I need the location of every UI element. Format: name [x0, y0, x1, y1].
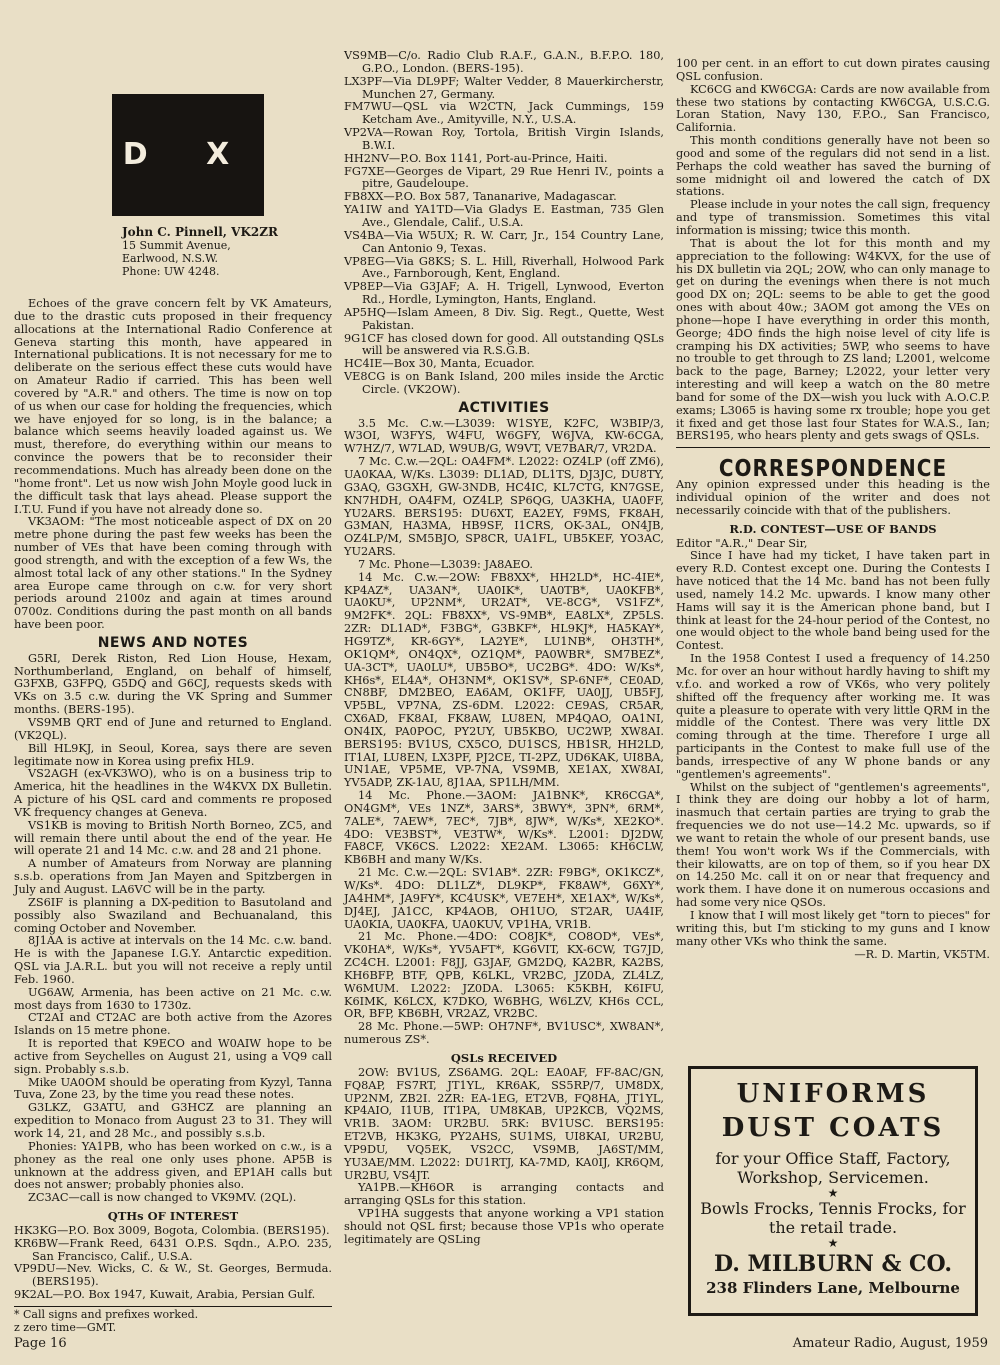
letter-paragraph: In the 1958 Contest I used a frequency of 14.250 Mc. for over an hour without hardly having to shift my v.f.o. and worked a row of VK6s, who very politely shifted off the frequency after working me. It was quite a pleasure to operate with very little QRM in the middle of the Contest. There was very little DX coming through at the time. Therefore I urge all participants in the Contest to make full use of the bands, irrespective of any W phone bands or any "gentlemen's agreements". [676, 652, 990, 781]
qth-entry: VS4BA—Via W5UX; R. W. Carr, Jr., 154 Country Lane, Can Antonio 9, Texas. [344, 228, 664, 255]
dx-title-block [112, 94, 264, 216]
qth-entry: HK3KG—P.O. Box 3009, Bogota, Colombia. (BERS195). [14, 1223, 330, 1237]
qth-entry: VP8EG—Via G8KS; S. L. Hill, Riverhall, Holwood Park Ave., Farnborough, Kent, England. [344, 254, 664, 281]
author-block [122, 226, 332, 278]
qth-entry: VS9MB—C/o. Radio Club R.A.F., G.A.N., B.F.P.O. 180, G.P.O., London. (BERS-195). [344, 49, 664, 75]
qth-entry: 9G1CF has closed down for good. All outstanding QSLs will be answered via R.S.G.B. [344, 331, 664, 358]
news-item: UG6AW, Armenia, has been active on 21 Mc. c.w. most days from 1630 to 1730z. [14, 985, 332, 1012]
intro-paragraph: Echoes of the grave concern felt by VK Amateurs, due to the drastic cuts proposed in their frequency allocations at the International Radio Conference at Geneva starting this month, have appeared in International publications. It is not necessary for me to deliberate on the serious effect these cuts would have on Amateur Radio if carried. This has been well covered by "A.R." and others. The time is now on top of us when our case for holding the frequencies, which we have enjoyed for so long, is in the balance; a balance which seems heavily loaded against us. We must, therefore, do everything within our means to convince the powers that be to reconsider their recommendations. Much has already been done on the "home front". Let us now wish John Moyle good luck in the difficult task that lays ahead. Please support the I.T.U. Fund if you have not already done so. [14, 297, 332, 516]
intro-paragraph: VK3AOM: "The most noticeable aspect of DX on 20 metre phone during the past few weeks has been the number of VEs that have been coming through with good strength, and with the exception of a few Ws, the almost total lack of any other stations." In the Sydney area Europe came through on c.w. for very short periods around 2100z and again at times around 0700z. Conditions during the past month on all bands have been poor. [14, 515, 332, 632]
dx-paragraph: Please include in your notes the call sign, frequency and type of transmission. Sometimes this vital information is missing; twice this month. [676, 198, 990, 237]
ad-company-name: D. MILBURN & CO. [713, 1251, 953, 1277]
author-address-2: Earlwood, N.S.W. [122, 252, 218, 265]
qth-entry: YA1IW and YA1TD—Via Gladys E. Eastman, 735 Glen Ave., Glendale, Calif., U.S.A. [344, 203, 664, 229]
qth-entry: VP8EP—Via G3JAF; A. H. Trigell, Lynwood, Everton Rd., Hordle, Lymington, Hants, England. [344, 280, 664, 307]
qsl-entry: YA1PB.—KH6OR is arranging contacts and arranging QSLs for this station. [344, 1181, 664, 1208]
letter-salutation: Editor "A.R.," Dear Sir, [676, 536, 808, 550]
news-item: 8J1AA is active at intervals on the 14 Mc. c.w. band. He is with the Japanese I.G.Y. Antarctic expedition. QSL via J.A.R.L. but you will not receive a reply until Feb. 1960. [14, 934, 332, 986]
advertisement [688, 1066, 978, 1316]
publication-footer: Amateur Radio, August, 1959 [792, 1336, 988, 1351]
activity-entry: 3.5 Mc. C.w.—L3039: W1SYE, K2FC, W3BIP/3, W3OI, W3FYS, W4FU, W6GFY, W6JVA, KW-6CGA, W7HZ/7, W7LAD, W9UB/G, W9VT, VE7BAR/7, VR2DA. [344, 416, 664, 456]
qsl-entry: VP1HA suggests that anyone working a VP1 station should not QSL first; because those VP1s who operate legitimately are QSLing [344, 1207, 664, 1246]
column-3 [676, 58, 990, 961]
author-name: John C. Pinnell, VK2ZR [122, 225, 278, 239]
qth-entry: HH2NV—P.O. Box 1141, Port-au-Prince, Haiti. [344, 151, 608, 165]
activities-heading: ACTIVITIES [458, 399, 550, 416]
news-item: Mike UA0OM should be operating from Kyzyl, Tanna Tuva, Zone 23, by the time you read these notes. [14, 1075, 332, 1102]
news-item: A number of Amateurs from Norway are planning s.s.b. operations from Jan Mayen and Spitzbergen in July and August. LA6VC will be in the party. [14, 857, 332, 896]
dx-paragraph: KC6CG and KW6CGA: Cards are now available from these two stations by contacting KW6CGA, U.S.C.G. Loran Station, Navy 130, F.P.O., San Francisco, California. [676, 82, 990, 135]
dx-paragraph: That is about the lot for this month and my appreciation to the following: W4KVX, for the use of his DX bulletin via 2QL; 2OW, who can only manage to get on during the evenings when there is not much good DX on; 2QL: seems to be able to get the good ones with about 40w.; 3AOM got among the VEs on phone—hope I have everything in order this month, George; 4DO finds the high noise level of city life is cramping his DX activities; 5WP, who seems to have no trouble to get through to ZS land; L2001, welcome back to the page, Barney; L2022, your letter very interesting and will keep a watch on the 80 metre band for some of the DX—wish you luck with A.O.C.P. exams; L3065 is having some rx trouble; hope you get it fixed and get those last four States for W.A.S., Ian; BERS195, who hears plenty and gets swags of QSLs. [676, 236, 990, 443]
qth-entry: VE8CG is on Bank Island, 200 miles inside the Arctic Circle. (VK2OW). [344, 370, 664, 396]
news-item: VS9MB QRT end of June and returned to England. (VK2QL). [14, 716, 332, 742]
qth-entry: HC4IE—Box 30, Manta, Ecuador. [344, 357, 535, 371]
dx-paragraph: This month conditions generally have not been so good and some of the regulars did not send in a list. Perhaps the cold weather has saved the burning of some midnight oil and lowered the catch of DX stations. [676, 134, 990, 199]
news-item: It is reported that K9ECO and W0AIW hope to be active from Seychelles on August 21, using a VQ9 call sign. Probably s.s.b. [14, 1037, 332, 1076]
letter-paragraph: Whilst on the subject of "gentlemen's agreements", I think they are doing our hobby a lot of harm, inasmuch that certain parties are trying to grab the frequencies we do not use—14.2 Mc. upwards, so if we want to retain the whole of our present bands, use them! You won't work Ws if the Commercials, with their kilowatts, are on top of them, so if you hear DX on 14.250 Mc. call it on or near that frequency and work them. I have done it on numerous occasions and had some very nice QSOs. [676, 780, 990, 910]
qths-heading: QTHs OF INTEREST [107, 1209, 239, 1224]
ad-company-address: 238 Flinders Lane, Melbourne [706, 1279, 960, 1297]
activity-entry: 7 Mc. Phone—L3039: JA8AEO. [358, 557, 533, 571]
news-item: Phonies: YA1PB, who has been worked on c.w., is a phoney as the real one only uses phone. AP5B is unknown at the address given, and EP1AH calls but does not answer; probably phonies also. [14, 1139, 332, 1192]
dx-paragraph: 100 per cent. in an effort to cut down pirates causing QSL confusion. [676, 57, 990, 83]
ad-line-dust-coats: DUST COATS [721, 1113, 945, 1143]
author-address-1: 15 Summit Avenue, [122, 239, 231, 252]
qth-entry: LX3PF—Via DL9PF; Walter Vedder, 8 Mauerkircherstr, Munchen 27, Germany. [344, 74, 664, 101]
news-item: CT2AI and CT2AC are both active from the Azores Islands on 15 metre phone. [14, 1011, 332, 1038]
qth-entry: FB8XX—P.O. Box 587, Tananarive, Madagascar. [344, 190, 617, 204]
activity-entry: 14 Mc. Phone.—3AOM: JA1BNK*, KR6CGA*, ON4GM*, VEs 1NZ*, 3ARS*, 3BWY*, 3PN*, 6RM*, 7ALE*, 7AEW*, 7EC*, 7JB*, 8JW*, W/Ks*, XE2KO*. 4DO: VE3BST*, VE3TW*, W/Ks*. L2001: DJ2DW, FA8CF, VK6CS. L2022: XE2AM. L3065: KH6CLW, KB6BH and many W/Ks. [344, 789, 664, 867]
letter-paragraph: I know that I will most likely get "torn to pieces" for writing this, but I'm sticking to my guns and I know many other VKs who think the same. [676, 909, 990, 948]
qth-entry: FG7XE—Georges de Vipart, 29 Rue Henri IV., points a pitre, Gaudeloupe. [344, 164, 664, 191]
qsl-entry: 2OW: BV1US, ZS6AMG. 2QL: EA0AF, FF-8AC/GN, FQ8AP, FS7RT, JT1YL, KR6AK, SS5RP/7, UM8DX, UP2NM, ZB2I. 2ZR: EA-1EG, ET2VB, FQ8HA, JT1YL, KP4AIO, I1UB, IT1PA, UM8KAB, UP2KCB, VQ2MS, VR1B. 3AOM: UR2BU. 5RK: BV1USC. BERS195: ET2VB, HK3KG, PY2AHS, SU1MS, UI8KAI, UR2BU, VP9DU, VQ5EK, VS2CC, VS9MB, JA6ST/MM, YU3AE/MM. L2022: DU1RTJ, KA-7MD, KA0IJ, KR6QM, UR2BU, VS4JT. [344, 1065, 664, 1182]
activity-entry: 21 Mc. Phone.—4DO: CO8JK*, CO8OD*, VEs*, VK0HA*, W/Ks*, YV5AFT*, KG6VIT, KX-6CW, TG7JD, ZC4CH. L2001: F8JJ, G3JAF, GM2DQ, KA2BR, KA2BS, KH6BFP, BTF, QPB, K6LKL, VR2BC, JZ0DA, ZL4LZ, W6MUM. L2022: JZ0DA. L3065: K5KBH, K6IFU, K6IMK, K6LCX, K7DKO, W6BHG, W6LZV, KH6s CCL, OR, BFP, KB6BH, VR2AZ, VR2BC. [344, 930, 664, 1021]
activity-entry: 7 Mc. C.w.—2QL: OA4FM*. L2022: OZ4LP (off ZM6), UA0KAA, W/Ks. L3039: DL1AD, DL1TS, DJ3JC, DU8TY, G3AQ, G3GXH, GW-3NDB, HC4IC, KL7CTG, KN7GSE, KN7HDH, OA4FM, OZ4LP, SP6QG, UA3KHA, UA0FF, YU2ARS. BERS195: DU6XT, EA2EY, F9MS, FK8AH, G3MAN, HA3MA, HB9SF, I1CRS, OK-3AL, ON4JB, OZ4LP/M, SM5BJO, SP8CR, UA1FL, UB5KEF, YO3AC, YU2ARS. [344, 455, 664, 559]
letter-paragraph: Since I have had my ticket, I have taken part in every R.D. Contest except one. During the Contests I have noticed that the 14 Mc. band has not been fully used, namely 14.2 Mc. upwards. I know many other Hams will say it is the American phone band, but I think at least for the 24-hour period of the Contest, no one would object to the whole band being used for the Contest. [676, 549, 990, 653]
page-number: Page 16 [14, 1336, 67, 1351]
news-heading: NEWS AND NOTES [97, 634, 249, 651]
ad-line-frocks: Bowls Frocks, Tennis Frocks, for the retail trade. [700, 1199, 966, 1237]
ad-line-staff: for your Office Staff, Factory, Workshop, Servicemen. [715, 1149, 951, 1187]
qth-entry: FM7WU—QSL via W2CTN, Jack Cummings, 159 Ketcham Ave., Amityville, N.Y., U.S.A. [344, 100, 664, 127]
news-item: G3LKZ, G3ATU, and G3HCZ are planning an expedition to Monaco from August 23 to 31. They will work 14, 21, and 28 Mc., and possibly s.s.b. [14, 1101, 332, 1140]
column-2 [344, 50, 664, 1247]
correspondence-disclaimer: Any opinion expressed under this heading is the individual opinion of the writer and does not necessarily coincide with that of the publishers. [676, 478, 990, 517]
divider [676, 447, 990, 448]
news-item: VS1KB is moving to British North Borneo, ZC5, and will remain there until about the end of the year. He will operate 21 and 14 Mc. c.w. and 28 and 21 phone. [14, 818, 332, 858]
qth-entry: KR6BW—Frank Reed, 6431 O.P.S. Sqdn., A.P.O. 235, San Francisco, Calif., U.S.A. [14, 1236, 332, 1263]
star-icon: ★ [827, 1186, 839, 1200]
footnote [14, 1306, 332, 1335]
activity-entry: 21 Mc. C.w.—2QL: SV1AB*. 2ZR: F9BG*, OK1KCZ*, W/Ks*. 4DO: DL1LZ*, DL9KP*, FK8AW*, G6XY*, JA4HM*, JA9FY*, KC4USK*, VE7EH*, XE1AX*, W/Ks*, DJ4EJ, JA1CC, KP4AOB, OH1UO, ST2AR, UA4IF, UA0KIA, UA0KFA, UA0KUV, VP1HA, VR1B. [344, 866, 664, 931]
letter-heading: R.D. CONTEST—USE OF BANDS [729, 521, 937, 536]
qth-entry: AP5HQ—Islam Ameen, 8 Div. Sig. Regt., Quette, West Pakistan. [344, 305, 664, 332]
qth-entry: VP9DU—Nev. Wicks, C. & W., St. Georges, Bermuda. (BERS195). [14, 1262, 332, 1289]
letter-signature: —R. D. Martin, VK5TM. [854, 947, 990, 961]
qth-entry: VP2VA—Rowan Roy, Tortola, British Virgin Islands, B.W.I. [344, 126, 664, 152]
activity-entry: 14 Mc. C.w.—2OW: FB8XX*, HH2LD*, HC-4IE*, KP4AZ*, UA3AN*, UA0IK*, UA0TB*, UA0KFB*, UA0KU*, UP2NM*, UR2AT*, VE-8CG*, VS1FZ*, 9M2FK*. 2QL: FB8XX*, VS-9MB*, EA8LX*, ZP5LS. 2ZR: DL1AD*, F3BG*, G3BKF*, HL9KJ*, HA5KAY*, HG9TZ*, KR-6GY*, LA2YE*, LU1NB*, OH3TH*, OK1QM*, ON4QX*, OZ1QM*, PA0WBR*, SM7BEZ*, UA-3CT*, UA0LU*, UB5BO*, UC2BG*. 4DO: W/Ks*, KH6s*, EL4A*, OH3NM*, OK1SV*, SP-6NF*, CE0AD, CN8BF, DM2BEO, EA6AM, OK1FF, UA0JJ, UB5FJ, VP5BL, VP7NA, ZS-6DM. L2022: CE9AS, CR5AR, CX6AD, FK8AI, FK8AW, LU8EN, MP4QAO, OA1NI, ON4IX, PA0POC, PY2UY, UB5KBO, UC2WP, XW8AI. BERS195: BV1US, CX5CO, DU1SCS, HB1SR, HH2LD, IT1AI, LU8EN, LX3PF, PJ2CE, TI-2PZ, UD6KAK, UI8BA, UN1AE, VP5ME, VP-7NA, VS9MB, XE1AX, XW8AI, YV5ADP, ZK-1AU, 8J1AA, SP1LH/MM. [344, 570, 664, 790]
column-1 [14, 58, 332, 1335]
news-item: Bill HL9KJ, in Seoul, Korea, says there are seven legitimate now in Korea using prefix HL9. [14, 741, 332, 768]
activity-entry: 28 Mc. Phone.—5WP: OH7NF*, BV1USC*, XW8AN*, numerous ZS*. [344, 1020, 664, 1047]
news-item: ZS6IF is planning a DX-pedition to Basutoland and possibly also Swaziland and Bechuanaland, this coming October and November. [14, 895, 332, 935]
footnote-line: z zero time—GMT. [14, 1320, 117, 1334]
news-item: G5RI, Derek Riston, Red Lion House, Hexam, Northumberland, England, on behalf of himself, G3FXB, G3FPQ, G5DQ and G6CJ, requests skeds with VKs on 3.5 c.w. during the VK Spring and Summer months. (BERS-195). [14, 651, 332, 717]
dx-title: D X [122, 136, 254, 172]
news-item: ZC3AC—call is now changed to VK9MV. (2QL). [28, 1191, 297, 1205]
ad-line-uniforms: UNIFORMS [736, 1079, 930, 1109]
qth-entry: 9K2AL—P.O. Box 1947, Kuwait, Arabia, Persian Gulf. [14, 1288, 316, 1302]
news-item: VS2AGH (ex-VK3WO), who is on a business trip to America, hit the headlines in the W4KVX DX Bulletin. A picture of his QSL card and comments re proposed VK frequency changes at Geneva. [14, 767, 332, 819]
author-phone: Phone: UW 4248. [122, 265, 220, 278]
qsls-heading: QSLs RECEIVED [450, 1050, 558, 1065]
star-icon: ★ [827, 1236, 839, 1250]
footnote-line: * Call signs and prefixes worked. [14, 1307, 199, 1321]
correspondence-heading: CORRESPONDENCE [718, 454, 948, 483]
